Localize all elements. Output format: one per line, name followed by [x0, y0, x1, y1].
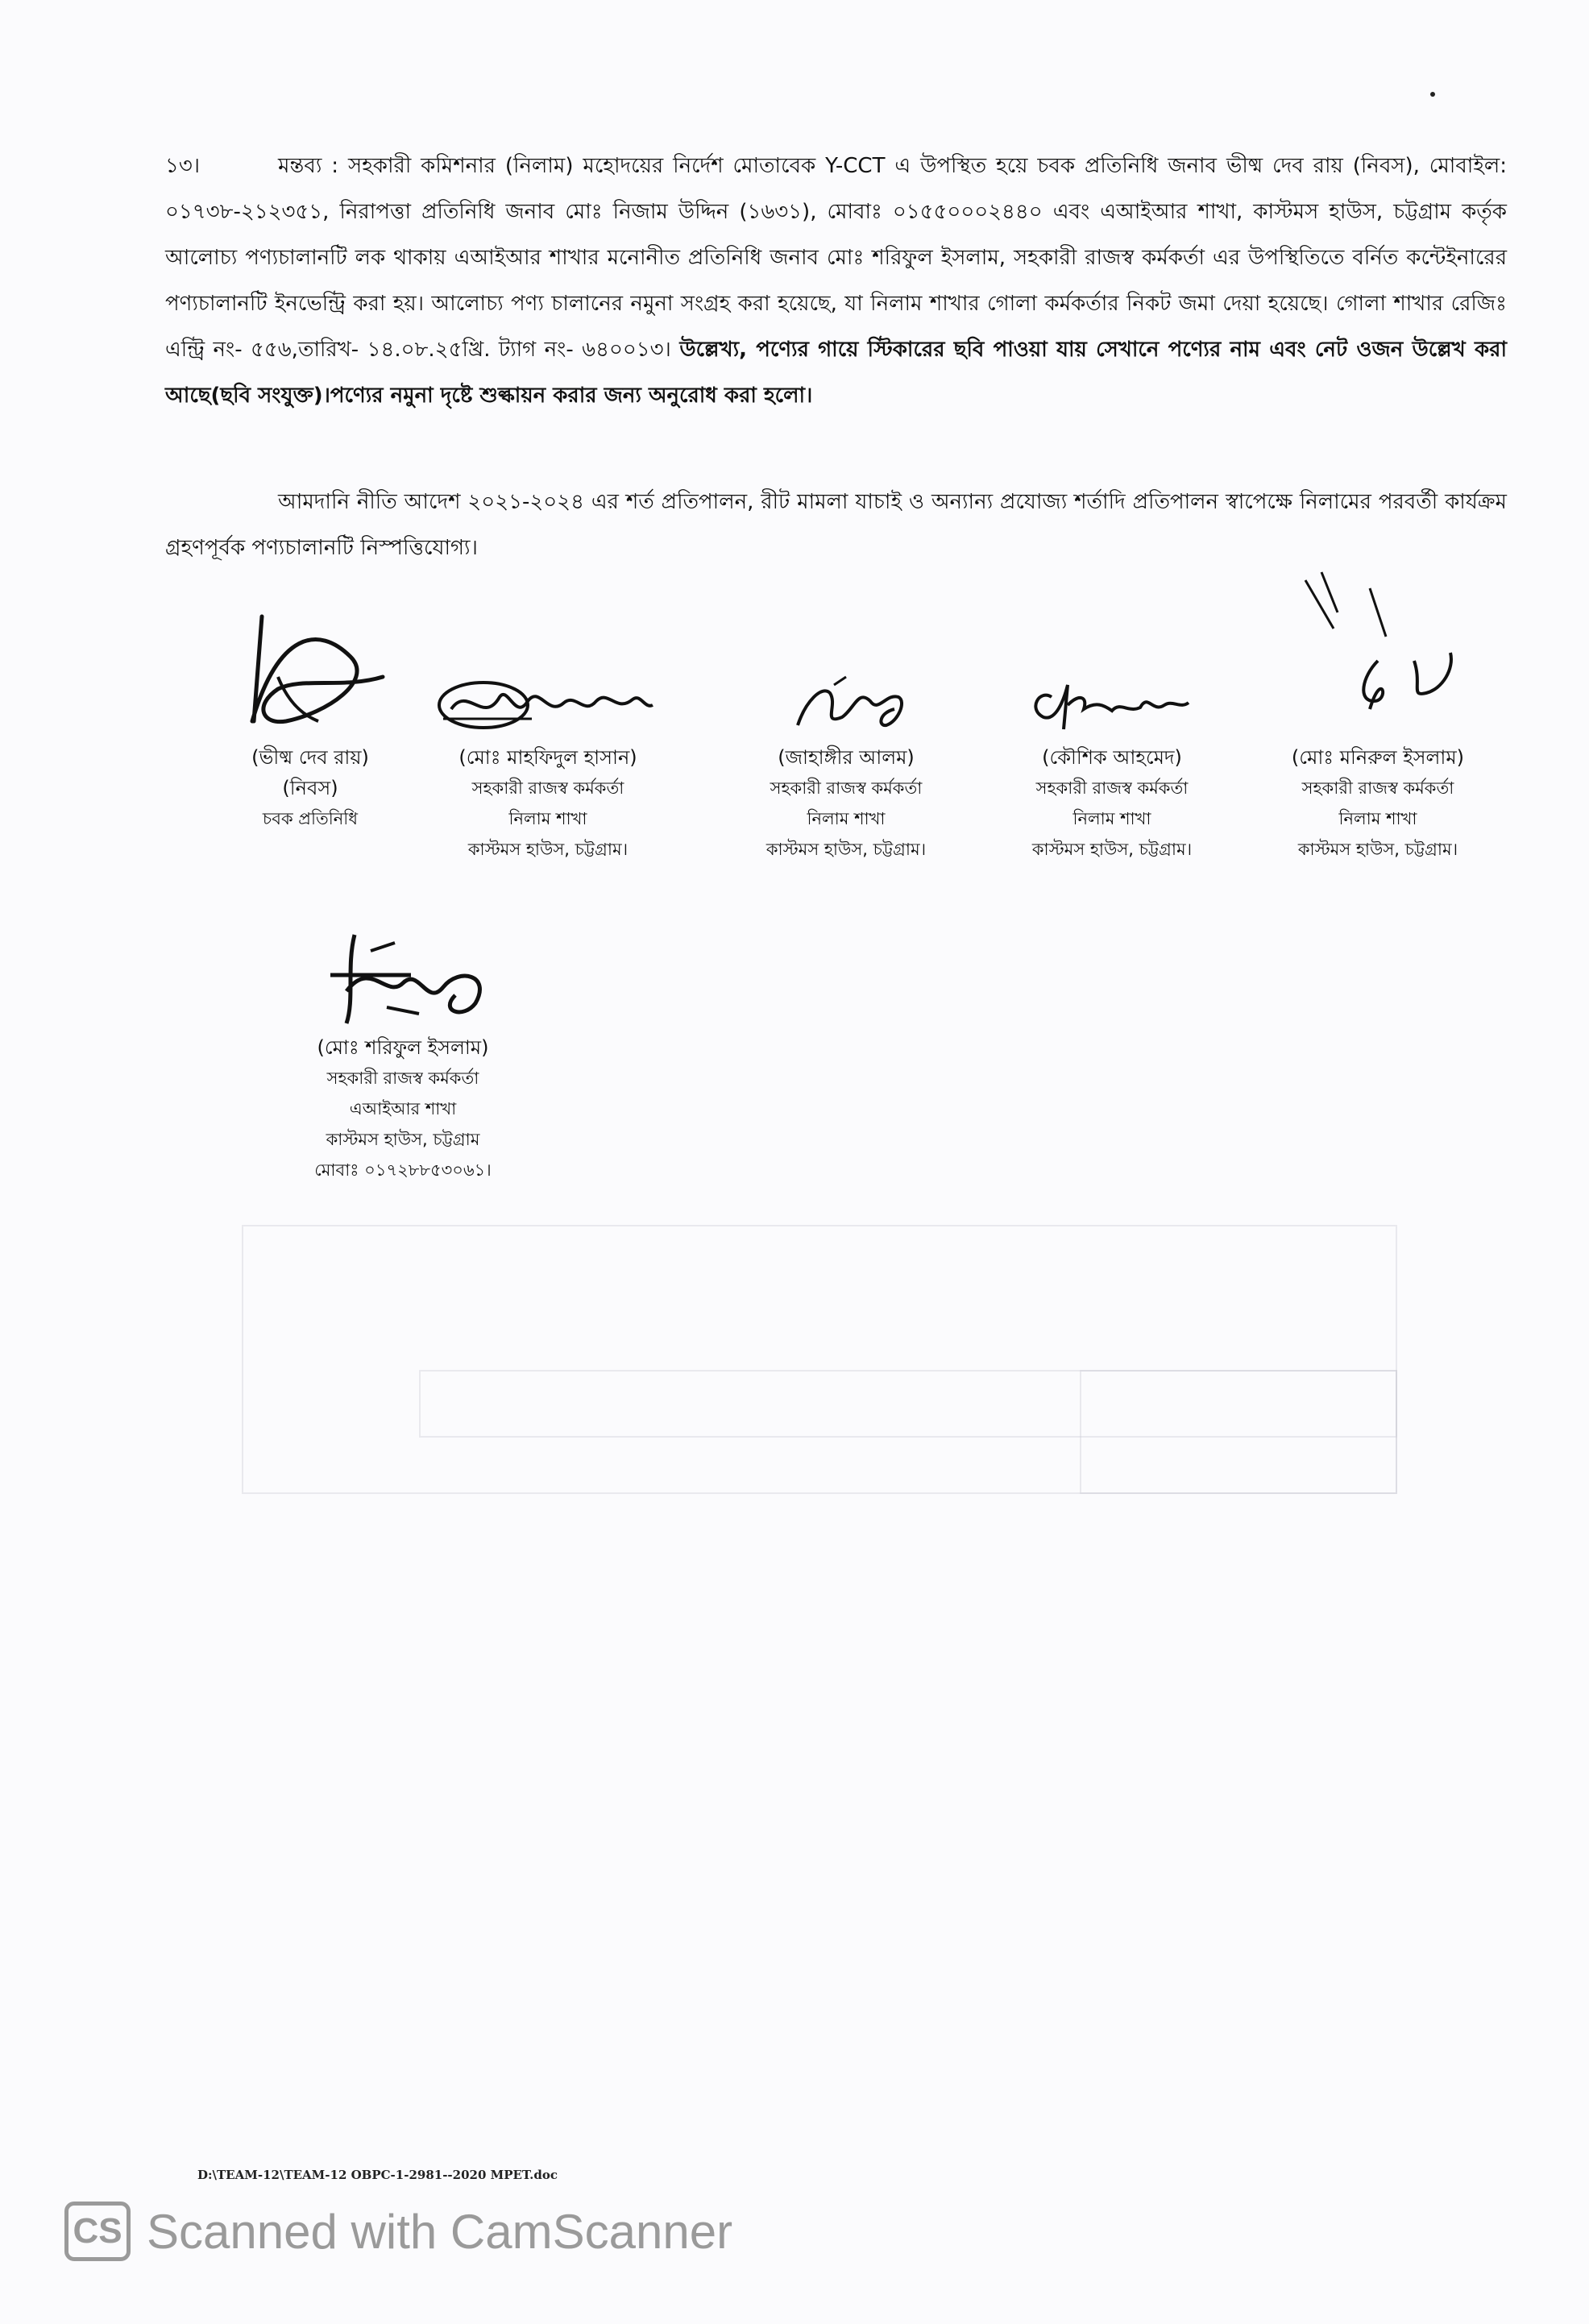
- signatory-line2: এআইআর শাখা: [349, 1099, 457, 1118]
- remark-paragraph: [165, 143, 1507, 419]
- signatory-line3: কাস্টমস হাউস, চট্টগ্রাম।: [765, 840, 927, 859]
- serial-number: ১৩।: [165, 154, 201, 178]
- signatory-name: (ভীষ্ম দেব রায়): [251, 746, 369, 769]
- camscanner-logo-icon: CS: [64, 2202, 131, 2261]
- signatory-line1: সহকারী রাজস্ব কর্মকর্তা: [471, 778, 624, 798]
- signature-mark: [427, 661, 669, 737]
- signatory-line3: কাস্টমস হাউস, চট্টগ্রাম: [326, 1130, 480, 1149]
- signature-mark: [1281, 564, 1475, 737]
- signature-mark: [298, 919, 508, 1027]
- signatory-line3: কাস্টমস হাউস, চট্টগ্রাম।: [1297, 840, 1458, 859]
- signature-block-2: [427, 661, 669, 865]
- signature-block-6: [282, 919, 524, 1185]
- signature-mark: [757, 669, 935, 737]
- camscanner-text: Scanned with CamScanner: [147, 2204, 733, 2259]
- signature-block-1: [214, 600, 407, 834]
- signatory-line1: সহকারী রাজস্ব কর্মকর্তা: [326, 1069, 479, 1088]
- speck: [1430, 92, 1435, 97]
- file-path-footer: D:\TEAM-12\TEAM-12 OBPC-1-2981--2020 MPET.doc: [197, 2168, 558, 2182]
- signature-block-3: [725, 669, 967, 865]
- signatory-line2: নিলাম শাখা: [1072, 809, 1151, 828]
- signatory-line3: কাস্টমস হাউস, চট্টগ্রাম।: [467, 840, 629, 859]
- signatory-line1: সহকারী রাজস্ব কর্মকর্তা: [1301, 778, 1454, 798]
- remark-text: মন্তব্য : সহকারী কমিশনার (নিলাম) মহোদয়ের নির্দেশ মোতাবেক Y-CCT এ উপস্থিত হয়ে চবক প্রতিনিধি জনাব ভীষ্ম দেব রায় (নিবস), মোবাইল: ০১৭৩৮-২১২৩৫১, নিরাপত্তা প্রতিনিধি জনাব মোঃ নিজাম উদ্দিন (১৬৩১), মোবাঃ ০১৫৫০০০২৪৪০ এবং এআইআর শাখা, কাস্টমস হাউস, চট্টগ্রাম কর্তৃক আলোচ্য পণ্যচালানটি লক থাকায় এআইআর শাখার মনোনীত প্রতিনিধি জনাব মোঃ শরিফুল ইসলাম, সহকারী রাজস্ব কর্মকর্তা এর উপস্থিতিতে বর্নিত কন্টেইনারের পণ্যচালানটি ইনভেন্ট্রি করা হয়। আলোচ্য পণ্য চালানের নমুনা সংগ্রহ করা হয়েছে, যা নিলাম শাখার গোলা কর্মকর্তার নিকট জমা দেয়া হয়েছে। গোলা শাখার রেজিঃ এন্ট্রি নং- ৫৫৬,তারিখ- ১৪.০৮.২৫খ্রি. ট্যাগ নং- ৬৪০০১৩।: [165, 154, 1507, 362]
- signatory-name: (মোঃ শরিফুল ইসলাম): [317, 1036, 489, 1059]
- signatory-name: (মোঃ মাহফিদুল হাসান): [458, 746, 637, 769]
- signatory-line2: নিলাম শাখা: [508, 809, 587, 828]
- signatory-line1: (নিবস): [282, 777, 338, 799]
- signature-block-4: [991, 661, 1233, 865]
- signatory-line2: চবক প্রতিনিধি: [262, 809, 359, 828]
- camscanner-watermark: [64, 2198, 732, 2264]
- signatory-line1: সহকারী রাজস্ব কর্মকর্তা: [1035, 778, 1189, 798]
- signatory-line2: নিলাম শাখা: [1338, 809, 1417, 828]
- signature-block-5: [1249, 564, 1507, 865]
- signatory-line1: সহকারী রাজস্ব কর্মকর্তা: [770, 778, 923, 798]
- remark-note-bold: উল্লেখ্য, পণ্যের গায়ে স্টিকারের ছবি পাওয়া যায় সেখানে পণ্যের নাম এবং নেট ওজন উল্লেখ করা আছে(ছবি সংযুক্ত)।পণ্যের নমুনা দৃষ্টে শুল্কায়ন করার জন্য অনুরোধ করা হলো।: [165, 338, 1508, 408]
- conclusion-text: আমদানি নীতি আদেশ ২০২১-২০২৪ এর শর্ত প্রতিপালন, রীট মামলা যাচাই ও অন্যান্য প্রযোজ্য শর্তাদি প্রতিপালন স্বাপেক্ষে নিলামের পরবর্তী কার্যক্রম গ্রহণপূর্বক পণ্যচালানটি নিস্পত্তিযোগ্য।: [165, 490, 1507, 560]
- signature-mark: [1007, 661, 1217, 737]
- bleed-through-table-column: [1080, 1370, 1397, 1494]
- signatory-line3: কাস্টমস হাউস, চট্টগ্রাম।: [1031, 840, 1193, 859]
- signature-mark: [230, 600, 391, 737]
- conclusion-paragraph: [165, 479, 1507, 571]
- signatory-line4: মোবাঃ ০১৭২৮৮৫৩০৬১।: [314, 1160, 492, 1180]
- signatory-name: (জাহাঙ্গীর আলম): [778, 746, 915, 769]
- signatory-line2: নিলাম শাখা: [807, 809, 886, 828]
- signatory-name: (কৌশিক আহমেদ): [1042, 746, 1182, 769]
- signatory-name: (মোঃ মনিরুল ইসলাম): [1291, 746, 1465, 769]
